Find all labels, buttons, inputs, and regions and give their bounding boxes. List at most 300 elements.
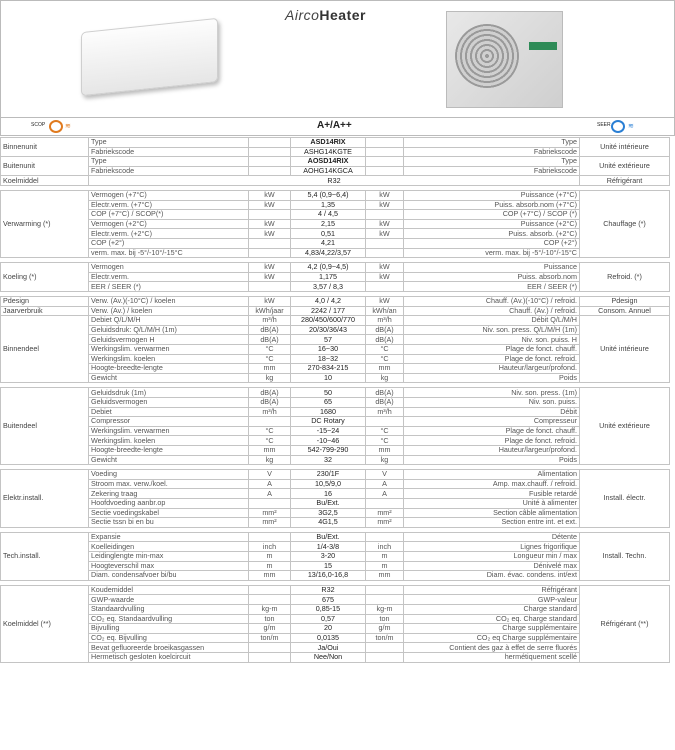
spec-value: 1680 [291,407,366,417]
group-label-fr: Unité extérieure [580,388,670,465]
spec-label-fr: Hauteur/largeur/profond. [404,445,580,455]
spec-label-nl: Hermetisch gesloten koelcircuit [89,652,249,662]
spec-label-nl: Vermogen (+7°C) [89,191,249,201]
spec-label-fr: Section entre int. et ext. [404,518,580,528]
unit-fr: kW [366,191,404,201]
unit-nl: mm [249,571,291,581]
outdoor-unit-image [446,11,563,108]
table-row [1,176,670,186]
table-row [1,373,670,383]
brand-prefix: Airco [285,7,320,23]
table-row [1,238,670,248]
table-row [1,344,670,354]
cool-wave-icon: ≋ [628,123,634,130]
table-row [1,633,670,643]
unit-nl: dB(A) [249,335,291,345]
spec-value: 4G1,5 [291,518,366,528]
spec-label-nl: Compressor [89,417,249,427]
spec-label-nl: Stroom max. verw./koel. [89,479,249,489]
spec-label-fr: Plage de fonct. refroid. [404,436,580,446]
group-label-fr: Réfrigérant [580,176,670,186]
unit-nl: kW [249,297,291,307]
spec-value: ASHG14KGTE [291,147,366,157]
spec-value: Bu/Ext. [291,532,366,542]
spec-value: 65 [291,397,366,407]
spec-label-fr: CO₂ eq Charge supplémentaire [404,633,580,643]
spec-label-nl: Verw. (Av.)(-10°C) / koelen [89,297,249,307]
spec-label-nl: GWP-waarde [89,595,249,605]
unit-fr [366,532,404,542]
table-row [1,200,670,210]
spec-value: 0,51 [291,229,366,239]
table-row [1,571,670,581]
spec-label-nl: Electr.verm. (+7°C) [89,200,249,210]
spec-value: 0,57 [291,614,366,624]
group-label: Binnenunit [1,138,89,157]
cooling-fan-icon [611,120,625,133]
spec-value: 542-799-290 [291,445,366,455]
table-row [1,147,670,157]
table-row [1,561,670,571]
spec-value: 13/16,0-16,8 [291,571,366,581]
unit-nl: inch [249,542,291,552]
table-row [1,508,670,518]
spec-value: 10,5/9,0 [291,479,366,489]
spec-label-nl: Koelleidingen [89,542,249,552]
unit-fr: mm [366,364,404,374]
unit-nl: ton/m [249,633,291,643]
table-row [1,551,670,561]
spec-label-nl: Hoogte-breedte-lengte [89,445,249,455]
spec-value: 5,4 (0,9~6,4) [291,191,366,201]
unit-nl: kg-m [249,604,291,614]
spec-label-fr: verm. max. bij -5°/-10°/-15°C [404,248,580,258]
spec-value: 20 [291,624,366,634]
unit-nl [249,652,291,662]
spec-value: 1,35 [291,200,366,210]
group-label: Koelmiddel (**) [1,585,89,662]
group-label-fr: Refroid. (*) [580,263,670,292]
unit-nl: °C [249,426,291,436]
spec-label-nl: Electr.verm. [89,272,249,282]
table-row [1,229,670,239]
spec-label-fr: Unité à alimenter [404,498,580,508]
group-label-fr: Install. Techn. [580,532,670,580]
table-row [1,595,670,605]
spec-label-fr: Type [404,157,580,167]
spec-label-nl: Hoofdvoeding aanbr.op [89,498,249,508]
spec-label-nl: Geluidsvermogen H [89,335,249,345]
spec-value: R32 [89,176,580,186]
spec-label-fr: Détente [404,532,580,542]
unit-nl [249,157,291,167]
table-row [1,191,670,201]
unit-nl: m [249,551,291,561]
unit-nl: mm² [249,508,291,518]
spec-label-nl: Hoogteverschil max [89,561,249,571]
spec-value: 10 [291,373,366,383]
spec-label-nl: COP (+7°C) / SCOP(*) [89,210,249,220]
spec-label-fr: Niv. son. press. Q/L/M/H (1m) [404,325,580,335]
spec-label-nl: EER / SEER (*) [89,282,249,292]
unit-nl: kWh/jaar [249,306,291,316]
unit-fr: kW [366,219,404,229]
unit-fr: dB(A) [366,325,404,335]
unit-fr [366,248,404,258]
unit-nl [249,248,291,258]
scop-label: SCOP [31,122,46,128]
spec-value: 16~30 [291,344,366,354]
unit-fr: mm² [366,518,404,528]
spec-value: Nee/Non [291,652,366,662]
unit-nl: m [249,561,291,571]
unit-fr: dB(A) [366,335,404,345]
spec-label-fr: Fusible retardé [404,489,580,499]
spec-value: 1,175 [291,272,366,282]
unit-nl: g/m [249,624,291,634]
spec-label-nl: Geluidsdruk (1m) [89,388,249,398]
spec-table [0,469,670,528]
spec-label-fr: Débit Q/L/M/H [404,316,580,326]
table-row [1,643,670,653]
spec-label-nl: Type [89,138,249,148]
unit-nl: A [249,489,291,499]
unit-fr: kg-m [366,604,404,614]
unit-fr [366,147,404,157]
spec-label-fr: Diam. évac. condens. int/ext [404,571,580,581]
spec-label-fr: Section câble alimentation [404,508,580,518]
unit-nl: mm² [249,518,291,528]
table-row [1,498,670,508]
spec-label-nl: Fabriekscode [89,147,249,157]
table-row [1,272,670,282]
spec-value: Bu/Ext. [291,498,366,508]
unit-fr [366,138,404,148]
table-row [1,335,670,345]
unit-nl: V [249,470,291,480]
unit-nl [249,166,291,176]
spec-label-nl: Werkingslim. koelen [89,354,249,364]
table-row [1,604,670,614]
table-row [1,364,670,374]
table-row [1,138,670,148]
spec-label-nl: verm. max. bij -5°/-10°/-15°C [89,248,249,258]
spec-table [0,190,670,258]
table-row [1,445,670,455]
group-label-fr: Install. électr. [580,470,670,528]
unit-fr: mm [366,445,404,455]
spec-label-fr: Compresseur [404,417,580,427]
unit-nl [249,595,291,605]
unit-nl [249,282,291,292]
table-row [1,470,670,480]
unit-fr [366,595,404,605]
spec-value: 4,2 (0,9~4,5) [291,263,366,273]
spec-label-fr: Fabriekscode [404,147,580,157]
unit-nl: kg [249,373,291,383]
energy-class: A+/A++ [317,120,352,131]
spec-label-fr: Plage de fonct. chauff. [404,344,580,354]
spec-label-nl: Bevat gefluoreerde broeikasgassen [89,643,249,653]
indoor-unit-image [81,18,218,96]
spec-label-fr: Contient des gaz à effet de serre fluorés [404,643,580,653]
spec-label-fr: Charge standard [404,604,580,614]
table-row [1,489,670,499]
unit-fr: m³/h [366,316,404,326]
table-row [1,436,670,446]
table-row [1,585,670,595]
unit-nl: kW [249,191,291,201]
spec-label-nl: CO₂ eq. Bijvulling [89,633,249,643]
unit-nl [249,532,291,542]
spec-value: 2242 / 177 [291,306,366,316]
unit-nl: A [249,479,291,489]
unit-nl [249,643,291,653]
spec-table [0,296,670,383]
spec-label-nl: Fabriekscode [89,166,249,176]
spec-value: Ja/Oui [291,643,366,653]
spec-table [0,585,670,663]
spec-label-nl: Werkingslim. koelen [89,436,249,446]
heating-fan-icon [49,120,63,133]
spec-value: 0,85-15 [291,604,366,614]
header [0,0,675,118]
spec-value: 675 [291,595,366,605]
table-row [1,306,670,316]
unit-fr: mm² [366,508,404,518]
unit-nl [249,238,291,248]
spec-value: 16 [291,489,366,499]
spec-value: 280/450/600/770 [291,316,366,326]
unit-fr [366,282,404,292]
group-label: Buitendeel [1,388,89,465]
unit-fr [366,585,404,595]
heat-wave-icon: ≋ [65,123,71,130]
spec-value: 4,83/4,22/3,57 [291,248,366,258]
group-label: Koeling (*) [1,263,89,292]
unit-nl: °C [249,436,291,446]
unit-fr: mm [366,571,404,581]
spec-label-fr: Niv. son. puiss. [404,397,580,407]
spec-label-fr: Longueur min / max [404,551,580,561]
unit-fr: kg [366,455,404,465]
spec-label-fr: Alimentation [404,470,580,480]
spec-label-nl: Gewicht [89,455,249,465]
brand-name: Heater [319,7,366,23]
brand-logo [285,7,366,23]
table-row [1,652,670,662]
unit-nl [249,498,291,508]
spec-value: 4,21 [291,238,366,248]
unit-fr: g/m [366,624,404,634]
unit-fr [366,238,404,248]
spec-value: 57 [291,335,366,345]
unit-nl: °C [249,354,291,364]
spec-label-nl: Bijvulling [89,624,249,634]
unit-fr: kW [366,272,404,282]
spec-label-nl: Standaardvulling [89,604,249,614]
table-row [1,479,670,489]
spec-table [0,532,670,581]
group-label: Elektr.install. [1,470,89,528]
spec-label-fr: Fabriekscode [404,166,580,176]
unit-nl: kW [249,229,291,239]
spec-value: 3G2,5 [291,508,366,518]
unit-fr: m [366,561,404,571]
spec-label-nl: Geluidsdruk: Q/L/M/H (1m) [89,325,249,335]
spec-label-fr: Plage de fonct. chauff. [404,426,580,436]
spec-label-fr: Réfrigérant [404,585,580,595]
spec-label-fr: Débit [404,407,580,417]
spec-value: AOSD14RIX [291,157,366,167]
energy-label-row [0,118,675,136]
spec-value: AOHG14KGCA [291,166,366,176]
group-label-fr: Unité intérieure [580,138,670,157]
spec-value: 20/30/36/43 [291,325,366,335]
table-row [1,388,670,398]
unit-fr: kg [366,373,404,383]
spec-label-nl: COP (+2°) [89,238,249,248]
spec-value: R32 [291,585,366,595]
spec-value: 270-834-215 [291,364,366,374]
spec-label-nl: CO₂ eq. Standaardvulling [89,614,249,624]
unit-fr: A [366,479,404,489]
unit-nl: °C [249,344,291,354]
unit-fr: °C [366,354,404,364]
unit-nl [249,585,291,595]
spec-value: 18~32 [291,354,366,364]
spec-label-fr: Plage de fonct. refroid. [404,354,580,364]
spec-label-nl: Debiet Q/L/M/H [89,316,249,326]
table-row [1,210,670,220]
spec-table [0,137,670,186]
unit-fr: kW [366,229,404,239]
spec-value: 15 [291,561,366,571]
table-row [1,397,670,407]
spec-label-fr: Puiss. absorb.nom (+7°C) [404,200,580,210]
unit-nl [249,138,291,148]
spec-value: 0,0135 [291,633,366,643]
group-label-fr: Réfrigérant (**) [580,585,670,662]
spec-label-fr: GWP-valeur [404,595,580,605]
table-row [1,426,670,436]
spec-value: -15~24 [291,426,366,436]
unit-nl [249,210,291,220]
spec-label-fr: CO₂ eq. Charge standard [404,614,580,624]
unit-nl: kW [249,272,291,282]
table-row [1,248,670,258]
unit-fr: A [366,489,404,499]
brand-badge-icon [529,42,557,50]
spec-label-fr: EER / SEER (*) [404,282,580,292]
table-row [1,297,670,307]
table-row [1,316,670,326]
spec-label-nl: Sectie voedingskabel [89,508,249,518]
spec-label-fr: Puiss. absorb.nom [404,272,580,282]
spec-label-fr: Dénivelé max [404,561,580,571]
spec-label-nl: Voeding [89,470,249,480]
table-row [1,407,670,417]
unit-nl: dB(A) [249,388,291,398]
spec-value: 3,57 / 8,3 [291,282,366,292]
spec-label-fr: Type [404,138,580,148]
seer-label: SEER [597,122,611,128]
spec-label-nl: Expansie [89,532,249,542]
spec-label-nl: Type [89,157,249,167]
group-label: Pdesign [1,297,89,307]
group-label-fr: Unité extérieure [580,157,670,176]
group-label-fr: Chauffage (*) [580,191,670,258]
spec-label-nl: Hoogte-breedte-lengte [89,364,249,374]
table-row [1,614,670,624]
spec-label-nl: Gewicht [89,373,249,383]
spec-label-nl: Sectie tssn bi en bu [89,518,249,528]
unit-fr: dB(A) [366,388,404,398]
spec-value: 50 [291,388,366,398]
spec-label-fr: Poids [404,455,580,465]
spec-label-fr: hermétiquement scellé [404,652,580,662]
spec-label-nl: Leidinglengte min-max [89,551,249,561]
table-row [1,166,670,176]
group-label: Tech.install. [1,532,89,580]
unit-fr: ton/m [366,633,404,643]
unit-nl [249,417,291,427]
unit-fr: inch [366,542,404,552]
spec-label-fr: Puissance [404,263,580,273]
unit-nl: mm [249,364,291,374]
spec-label-fr: Chauff. (Av.) / refroid. [404,306,580,316]
spec-label-nl: Werkingslim. verwarmen [89,344,249,354]
table-row [1,624,670,634]
spec-value: 2,15 [291,219,366,229]
unit-fr: m³/h [366,407,404,417]
table-row [1,455,670,465]
unit-fr: kW [366,200,404,210]
table-row [1,282,670,292]
unit-fr [366,417,404,427]
unit-fr [366,498,404,508]
spec-value: 32 [291,455,366,465]
unit-nl [249,147,291,157]
table-row [1,532,670,542]
table-row [1,417,670,427]
table-row [1,325,670,335]
group-label-fr: Pdesign [580,297,670,307]
table-row [1,518,670,528]
spec-label-fr: Puissance (+7°C) [404,191,580,201]
spec-label-nl: Zekering traag [89,489,249,499]
unit-nl: dB(A) [249,397,291,407]
spec-value: DC Rotary [291,417,366,427]
table-row [1,354,670,364]
spec-value: 4 / 4,5 [291,210,366,220]
group-label-fr: Consom. Annuel [580,306,670,316]
fan-grille-icon [455,24,519,88]
spec-value: 4,0 / 4,2 [291,297,366,307]
spec-label-fr: Amp. max.chauff. / refroid. [404,479,580,489]
spec-label-fr: Puiss. absorb. (+2°C) [404,229,580,239]
spec-label-fr: Charge supplémentaire [404,624,580,634]
unit-fr: V [366,470,404,480]
table-row [1,263,670,273]
spec-label-nl: Diam. condensafvoer bi/bu [89,571,249,581]
unit-nl: kg [249,455,291,465]
spec-value: ASD14RIX [291,138,366,148]
unit-nl: kW [249,200,291,210]
unit-fr: °C [366,426,404,436]
unit-fr [366,210,404,220]
unit-nl: dB(A) [249,325,291,335]
